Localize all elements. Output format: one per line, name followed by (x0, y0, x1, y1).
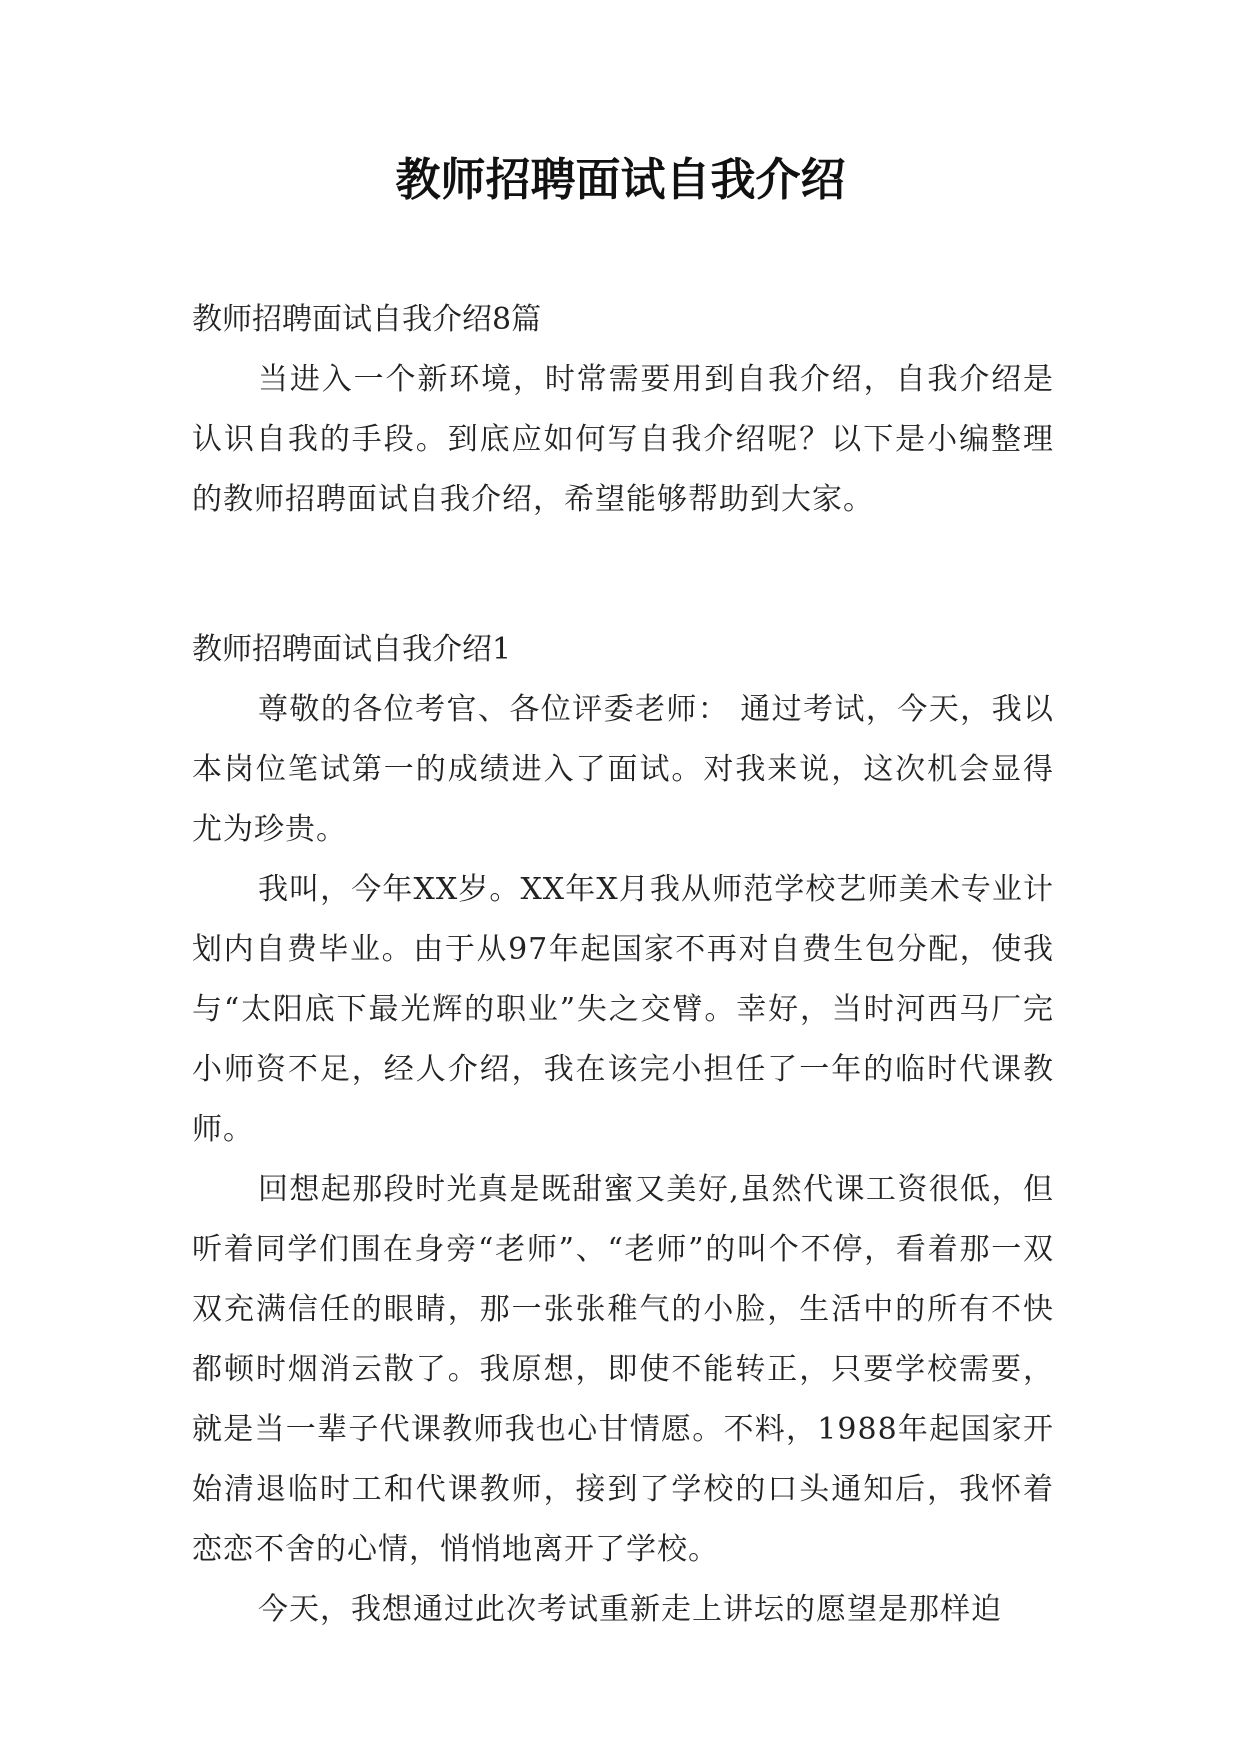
section-spacer (192, 530, 1054, 620)
document-title: 教师招聘面试自我介绍 (395, 153, 846, 206)
paragraph: 尊敬的各位考官、各位评委老师： 通过考试，今天，我以本岗位笔试第一的成绩进入了面试。对我来说，这次机会显得尤为珍贵。 (192, 692, 1054, 847)
paragraph: 我叫，今年XX岁。XX年X月我从师范学校艺师美术专业计划内自费毕业。由于从97年起国家不再对自费生包分配，使我与“太阳底下最光辉的职业”失之交臂。幸好，当时河西马厂完小师资不足，经人介绍，我在该完小担任了一年的临时代课教师。 (192, 872, 1054, 1147)
section-heading: 教师招聘面试自我介绍1 (192, 632, 512, 667)
paragraph: 回想起那段时光真是既甜蜜又美好,虽然代课工资很低，但听着同学们围在身旁“老师”、“老师”的叫个不停，看着那一双双充满信任的眼睛，那一张张稚气的小脸，生活中的所有不快都顿时烟消云散了。我原想，即使不能转正，只要学校需要，就是当一辈子代课教师我也心甘情愿。不料，1988年起国家开始清退临时工和代课教师，接到了学校的口头通知后，我怀着恋恋不舍的心情，悄悄地离开了学校。 (192, 1172, 1054, 1567)
document-body (192, 290, 1054, 1640)
intro-paragraph: 当进入一个新环境，时常需要用到自我介绍，自我介绍是认识自我的手段。到底应如何写自我介绍呢？以下是小编整理的教师招聘面试自我介绍，希望能够帮助到大家。 (192, 362, 1054, 517)
subtitle: 教师招聘面试自我介绍8篇 (192, 302, 542, 337)
paragraph: 今天，我想通过此次考试重新走上讲坛的愿望是那样迫 (258, 1592, 1002, 1627)
